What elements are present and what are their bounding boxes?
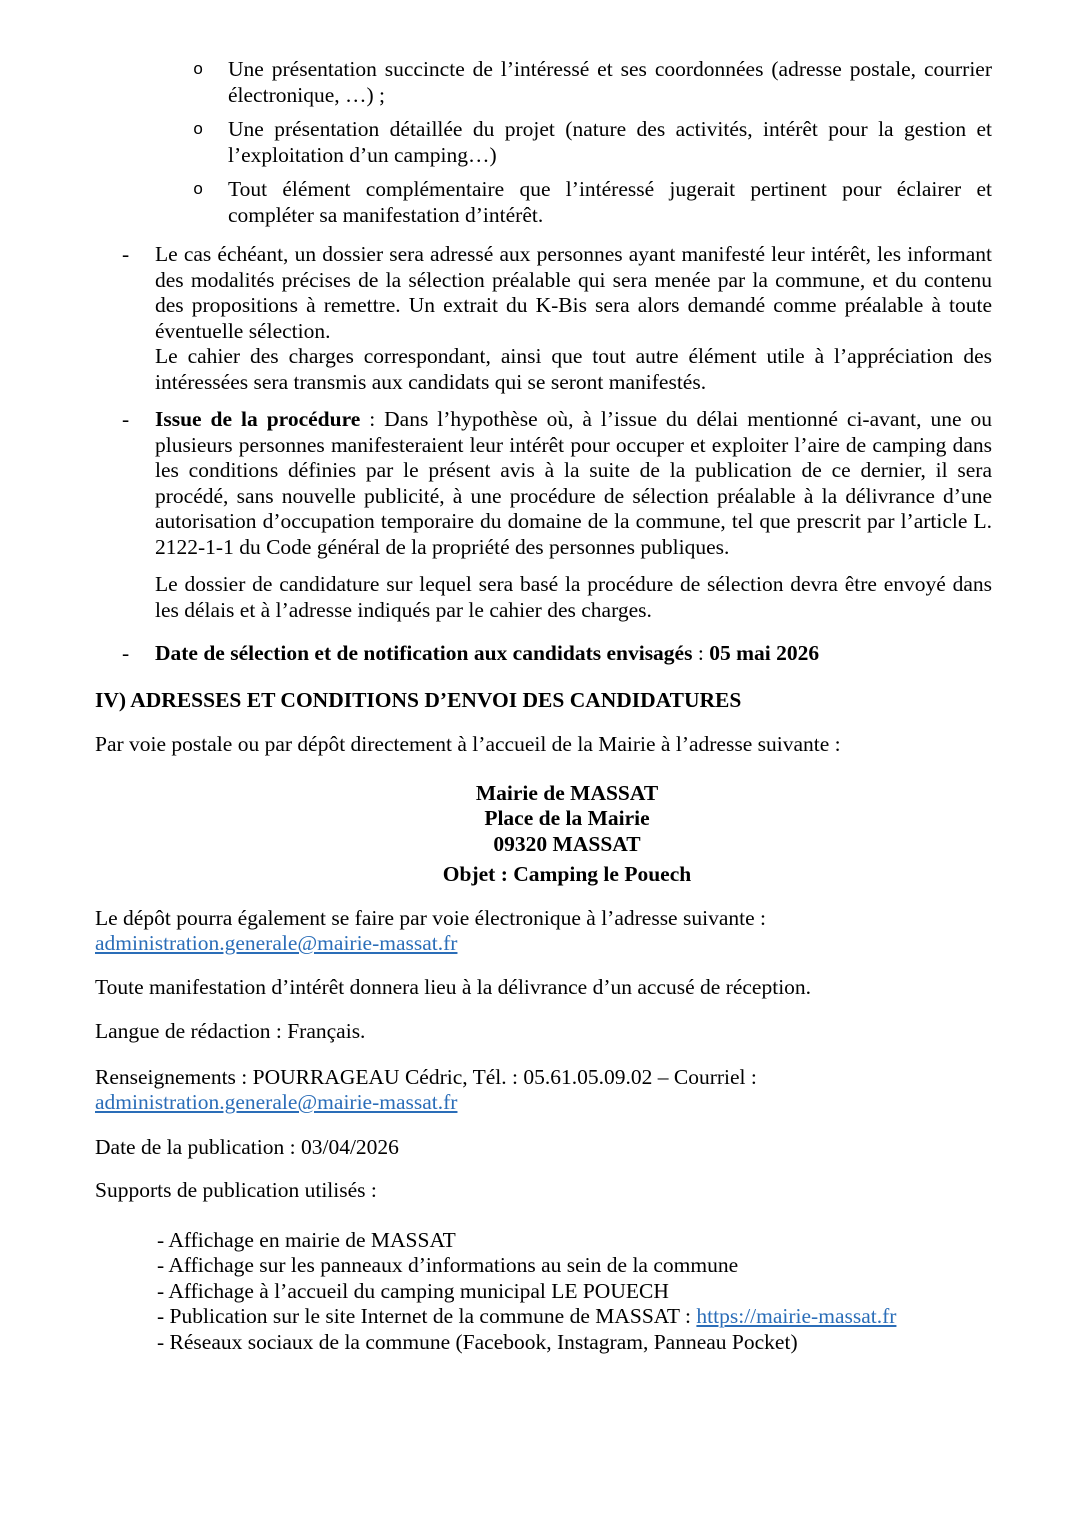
supports-item-text: - Publication sur le site Internet de la commune de MASSAT :	[157, 1304, 697, 1328]
paragraph-dossier-candidature: Le dossier de candidature sur lequel sera basé la procédure de sélection devra être envoyé dans les délais et à l’adresse indiqués par le cahier des charges.	[155, 572, 992, 622]
list-item-presentation-succincte	[95, 57, 992, 108]
circle-bullet-marker: o	[193, 61, 204, 80]
bullet-text: Une présentation succincte de l’intéressé et ses coordonnées (adresse postale, courrier électronique, …) ;	[228, 57, 992, 107]
issue-procedure-text: : Dans l’hypothèse où, à l’issue du délai mentionné ci-avant, une ou plusieurs personnes manifesteraient leur intérêt pour occuper et exploiter l’aire de camping dans les conditions définies par le présent avis à la suite de la publication de ce dernier, il sera procédé, sans nouvelle publicité, à une procédure de sélection préalable à la délivrance d’une autorisation d’occupation temporaire du domaine de la commune, tel que prescrit par l’article L. 2122-1-1 du Code général de la propriété des personnes publiques.	[155, 407, 992, 559]
address-line-place: Place de la Mairie	[484, 806, 650, 830]
paragraph-dossier: Le cas échéant, un dossier sera adressé aux personnes ayant manifesté leur intérêt, les informant des modalités précises de la sélection préalable qui sera menée par la commune, et du contenu des propositions à remettre. Un extrait du K-Bis sera alors demandé comme préalable à toute éventuelle sélection.	[155, 242, 992, 343]
paragraph-voie-postale: Par voie postale ou par dépôt directement à l’accueil de la Mairie à l’adresse suivante :	[95, 732, 841, 756]
paragraph-langue: Langue de rédaction : Français.	[95, 1019, 366, 1043]
paragraph-issue-procedure	[155, 407, 992, 560]
address-line-cp: 09320 MASSAT	[493, 831, 641, 856]
list-item-issue-procedure	[95, 407, 992, 560]
circle-bullet-marker: o	[193, 181, 204, 200]
email-link-2[interactable]: administration.generale@mairie-massat.fr	[95, 1090, 458, 1114]
issue-procedure-label: Issue de la procédure	[155, 407, 361, 431]
list-item-dossier	[95, 242, 992, 395]
address-block	[95, 781, 992, 858]
paragraph-depot-electronique: Le dépôt pourra également se faire par voie électronique à l’adresse suivante :	[95, 905, 766, 930]
supports-list	[157, 1228, 992, 1356]
supports-item-reseaux-sociaux: - Réseaux sociaux de la commune (Facebook, Instagram, Panneau Pocket)	[157, 1329, 798, 1354]
sub-bullet-list	[95, 57, 992, 228]
email-link[interactable]: administration.generale@mairie-massat.fr	[95, 931, 458, 955]
date-selection-separator: :	[692, 641, 710, 665]
list-item-date-selection	[95, 641, 992, 667]
dash-bullet-marker: -	[122, 407, 130, 431]
dash-bullet-marker: -	[122, 641, 130, 665]
email-link-line	[95, 931, 992, 957]
supports-item-panneaux: - Affichage sur les panneaux d’informations au sein de la commune	[157, 1253, 739, 1277]
list-item-element-complementaire	[95, 177, 992, 228]
supports-item-accueil-camping: - Affichage à l’accueil du camping municipal LE POUECH	[157, 1278, 669, 1303]
supports-item-site-internet	[157, 1304, 992, 1330]
website-link[interactable]: https://mairie-massat.fr	[696, 1304, 897, 1328]
circle-bullet-marker: o	[193, 121, 204, 140]
address-line-mairie: Mairie de MASSAT	[475, 780, 659, 805]
paragraph-cahier-des-charges: Le cahier des charges correspondant, ainsi que tout autre élément utile à l’appréciation des intéressées sera transmis aux candidats qui se seront manifestés.	[155, 344, 992, 394]
list-item-presentation-detaillee	[95, 117, 992, 168]
paragraph-date-selection	[155, 641, 992, 667]
objet-line: Objet : Camping le Pouech	[442, 862, 692, 886]
paragraph-supports-intro: Supports de publication utilisés :	[95, 1178, 377, 1202]
supports-item-affichage-mairie: - Affichage en mairie de MASSAT	[157, 1227, 456, 1252]
dash-bullet-marker: -	[122, 242, 130, 266]
bullet-text: Tout élément complémentaire que l’intéressé jugerait pertinent pour éclairer et compléter sa manifestation d’intérêt.	[228, 177, 992, 227]
paragraph-date-publication: Date de la publication : 03/04/2026	[95, 1134, 399, 1159]
paragraph-renseignements: Renseignements : POURRAGEAU Cédric, Tél. : 05.61.05.09.02 – Courriel :	[95, 1064, 757, 1089]
email-link-line	[95, 1090, 992, 1116]
paragraph-accuse-reception: Toute manifestation d’intérêt donnera lieu à la délivrance d’un accusé de réception.	[95, 974, 812, 999]
section-heading-iv: IV) ADRESSES ET CONDITIONS D’ENVOI DES CANDIDATURES	[95, 687, 742, 712]
date-selection-value: 05 mai 2026	[709, 641, 820, 665]
bullet-text: Une présentation détaillée du projet (nature des activités, intérêt pour la gestion et l’exploitation d’un camping…)	[228, 117, 992, 167]
date-selection-label: Date de sélection et de notification aux candidats envisagés	[155, 641, 693, 665]
